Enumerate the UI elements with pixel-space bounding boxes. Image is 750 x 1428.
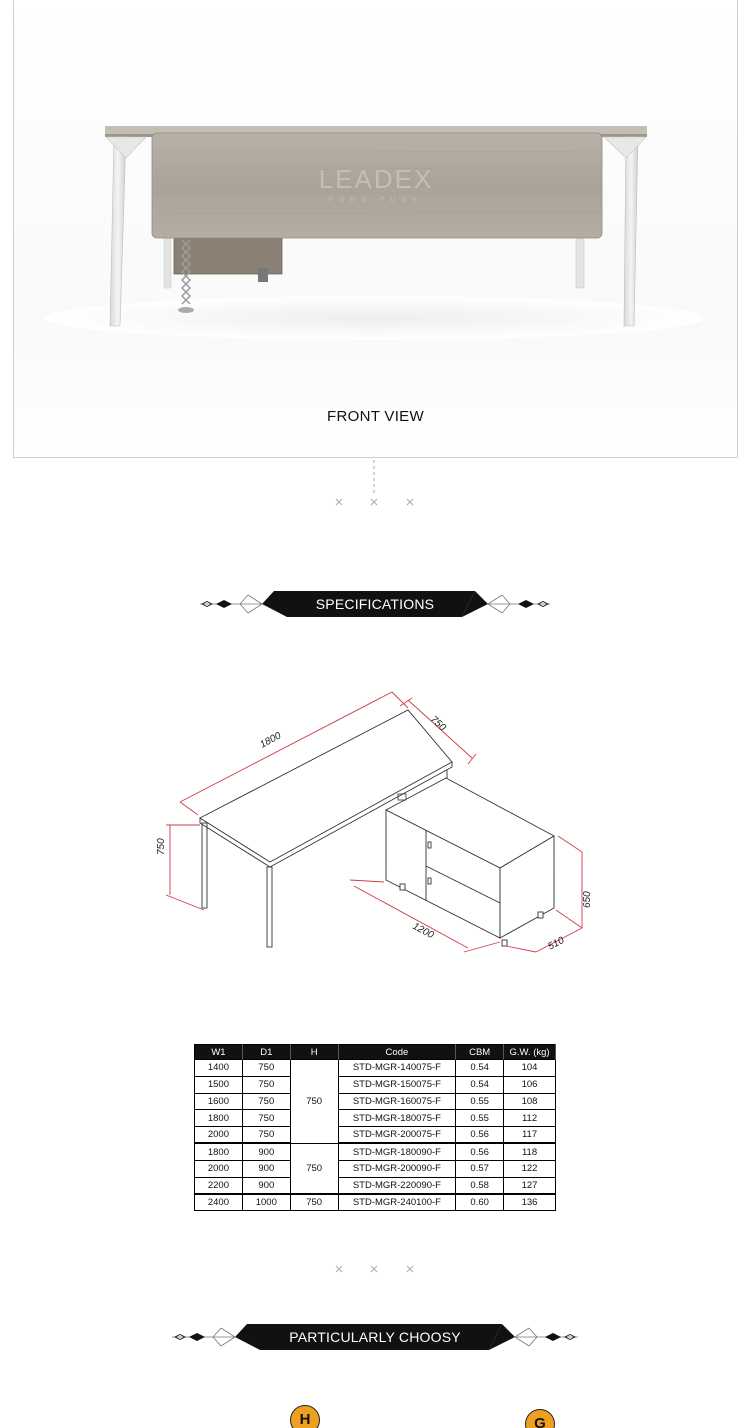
cell-gw: 108 [504, 1093, 556, 1110]
dimension-drawing [150, 690, 610, 970]
cell-d1: 900 [242, 1177, 290, 1194]
table-row [195, 1093, 556, 1110]
cell-w1: 2200 [195, 1177, 243, 1194]
cell-w1: 2400 [195, 1194, 243, 1211]
dimension-label-width: 1800 [258, 730, 284, 751]
cell-cbm: 0.54 [456, 1060, 504, 1077]
particularly-choosy-banner [0, 1320, 750, 1354]
cell-cbm: 0.57 [456, 1160, 504, 1177]
cell-h: 750 [290, 1194, 338, 1211]
x-mark-icon [336, 1266, 413, 1272]
cell-cbm: 0.54 [456, 1076, 504, 1093]
dimension-label-cabinet-depth: 510 [546, 935, 567, 953]
cell-code: STD-MGR-140075-F [338, 1060, 456, 1077]
specifications-banner [0, 587, 750, 621]
table-row [195, 1143, 556, 1160]
table-row [195, 1160, 556, 1177]
cell-w1: 1600 [195, 1093, 243, 1110]
cell-w1: 2000 [195, 1127, 243, 1144]
particularly-choosy-title: PARTICULARLY CHOOSY [289, 1329, 461, 1345]
cell-gw: 127 [504, 1177, 556, 1194]
cell-w1: 1500 [195, 1076, 243, 1093]
table-row [195, 1194, 556, 1211]
cell-d1: 900 [242, 1160, 290, 1177]
feature-badge-h: H [290, 1405, 320, 1428]
cell-w1: 1800 [195, 1110, 243, 1127]
section-separator [0, 458, 750, 518]
cell-cbm: 0.55 [456, 1093, 504, 1110]
cell-h: 750 [290, 1143, 338, 1193]
dimension-label-height: 750 [156, 838, 167, 855]
specifications-table [194, 1044, 556, 1211]
cell-gw: 112 [504, 1110, 556, 1127]
table-row [195, 1076, 556, 1093]
cell-gw: 117 [504, 1127, 556, 1144]
dimension-label-depth: 750 [427, 714, 448, 734]
dimension-label-cabinet-height: 650 [582, 891, 593, 908]
cell-cbm: 0.56 [456, 1127, 504, 1144]
cell-gw: 106 [504, 1076, 556, 1093]
table-row [195, 1060, 556, 1077]
cell-d1: 750 [242, 1110, 290, 1127]
dimension-label-cabinet-length: 1200 [410, 920, 436, 942]
cell-cbm: 0.58 [456, 1177, 504, 1194]
cell-code: STD-MGR-200075-F [338, 1127, 456, 1144]
cell-d1: 900 [242, 1143, 290, 1160]
x-mark-icon [336, 499, 413, 505]
specifications-title: SPECIFICATIONS [315, 596, 435, 612]
cell-gw: 122 [504, 1160, 556, 1177]
cell-code: STD-MGR-220090-F [338, 1177, 456, 1194]
cell-code: STD-MGR-200090-F [338, 1160, 456, 1177]
header-d1: D1 [242, 1045, 290, 1060]
cell-cbm: 0.55 [456, 1110, 504, 1127]
header-w1: W1 [195, 1045, 243, 1060]
brand-subtitle: FURNITURE [328, 197, 424, 204]
header-cbm: CBM [456, 1045, 504, 1060]
table-row [195, 1110, 556, 1127]
cell-w1: 2000 [195, 1160, 243, 1177]
cell-d1: 1000 [242, 1194, 290, 1211]
desk-front-illustration [14, 0, 738, 458]
cell-gw: 136 [504, 1194, 556, 1211]
cell-cbm: 0.56 [456, 1143, 504, 1160]
cell-w1: 1800 [195, 1143, 243, 1160]
table-row [195, 1127, 556, 1144]
cell-code: STD-MGR-240100-F [338, 1194, 456, 1211]
section-separator [0, 1260, 750, 1280]
brand-watermark: LEADEX [318, 164, 434, 194]
table-header-row [195, 1045, 556, 1060]
table-row [195, 1177, 556, 1194]
cell-code: STD-MGR-160075-F [338, 1093, 456, 1110]
cell-w1: 1400 [195, 1060, 243, 1077]
cell-d1: 750 [242, 1060, 290, 1077]
header-gw: G.W. (kg) [504, 1045, 556, 1060]
cell-code: STD-MGR-180075-F [338, 1110, 456, 1127]
front-view-caption: FRONT VIEW [327, 408, 424, 425]
header-h: H [290, 1045, 338, 1060]
cell-code: STD-MGR-150075-F [338, 1076, 456, 1093]
cell-code: STD-MGR-180090-F [338, 1143, 456, 1160]
cell-gw: 118 [504, 1143, 556, 1160]
cell-gw: 104 [504, 1060, 556, 1077]
cell-d1: 750 [242, 1076, 290, 1093]
feature-badge-g: G [525, 1409, 555, 1428]
cell-h: 750 [290, 1060, 338, 1144]
cell-d1: 750 [242, 1093, 290, 1110]
cell-cbm: 0.60 [456, 1194, 504, 1211]
product-photo [13, 0, 738, 458]
cell-d1: 750 [242, 1127, 290, 1144]
header-code: Code [338, 1045, 456, 1060]
